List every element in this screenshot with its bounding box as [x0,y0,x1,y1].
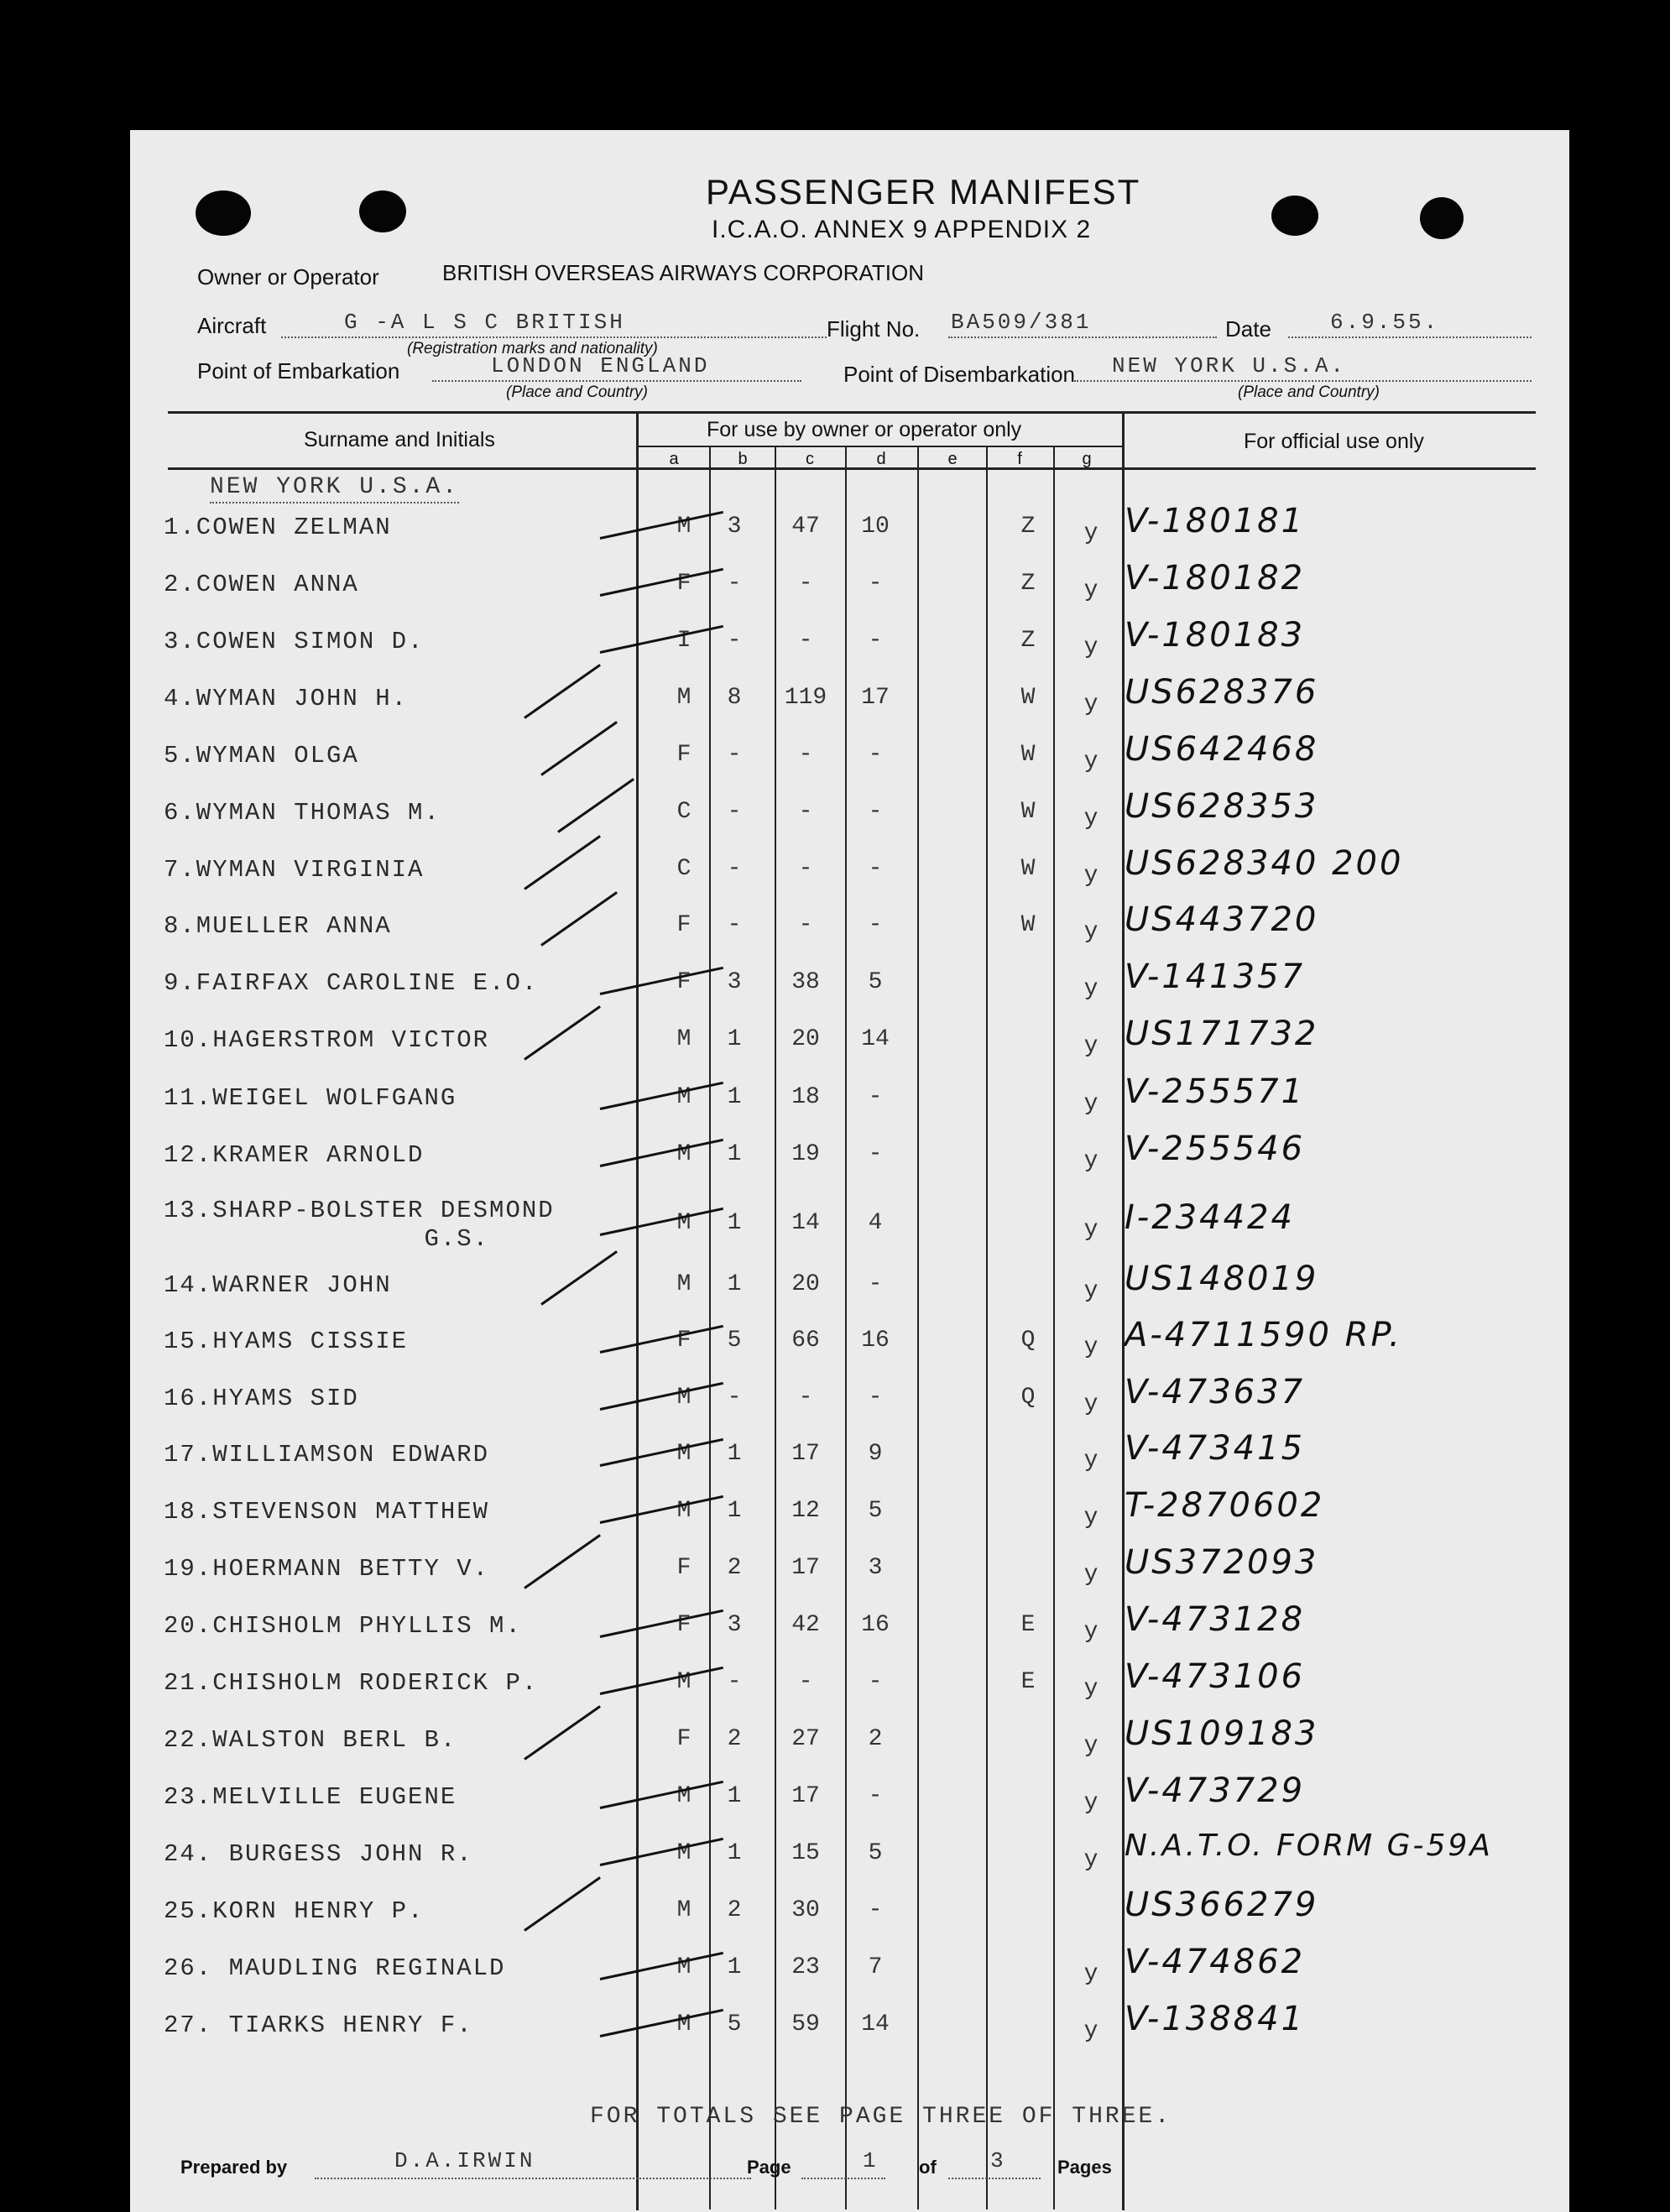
cell-c: 17 [791,1783,820,1809]
cell-d: - [868,1783,883,1809]
cell-b: 1 [727,1840,742,1866]
cell-d: - [868,1271,883,1297]
cell-g: y [1083,976,1099,1002]
cell-a: F [676,571,691,597]
cell-d: 7 [868,1954,883,1980]
cell-c: 19 [791,1141,820,1167]
cell-b: - [727,912,742,938]
cell-c: 38 [791,969,820,995]
cell-g: y [1083,919,1099,945]
cell-a: M [676,1897,691,1923]
cell-d: - [868,912,883,938]
official-number: V-180181 [1125,502,1306,540]
passenger-name: 14.WARNER JOHN [164,1271,392,1299]
passenger-name: 6.WYMAN THOMAS M. [164,799,441,827]
cell-d: 5 [868,1840,883,1866]
cell-a: F [676,969,691,995]
flight-value: BA509/381 [951,310,1092,335]
embarkation-label: Point of Embarkation [197,358,400,383]
cell-f: Q [1020,1385,1036,1411]
embarkation-caption: (Place and Country) [506,383,648,401]
cell-d: 4 [868,1210,883,1236]
cell-b: 1 [727,1441,742,1467]
cell-b: 1 [727,1271,742,1297]
cell-a: M [676,1271,691,1297]
cell-a: F [676,1328,691,1354]
official-number: V-255571 [1125,1072,1306,1111]
passenger-name: 3.COWEN SIMON D. [164,628,425,655]
col-owner-header: For use by owner or operator only [707,418,1022,441]
cell-a: C [676,799,691,825]
cell-c: 20 [791,1026,820,1052]
column-rule [1053,447,1055,2209]
official-number: US443720 [1125,900,1319,939]
passenger-name: 25.KORN HENRY P. [164,1897,425,1925]
cell-g: y [1083,1619,1099,1645]
footer-of-label: of [919,2157,937,2178]
footer-page-label: Page [747,2157,791,2178]
cell-c: 119 [784,685,827,711]
cell-c: - [798,628,813,654]
passenger-name: 16.HYAMS SID [164,1385,359,1412]
official-number: V-474862 [1125,1943,1306,1981]
cell-a: F [676,742,691,768]
passenger-name: 23.MELVILLE EUGENE [164,1783,457,1811]
cell-b: 1 [727,1026,742,1052]
cell-g: y [1083,1961,1099,1987]
cell-c: - [798,856,813,882]
cell-g: y [1083,1391,1099,1417]
cell-g: y [1083,691,1099,717]
col-letter-b: b [738,450,748,468]
cell-g: y [1083,1676,1099,1702]
official-number: US109183 [1125,1714,1319,1753]
cell-a: C [676,856,691,882]
cell-g: y [1083,577,1099,603]
passenger-name: 13.SHARP-BOLSTER DESMOND G.S. [164,1197,555,1253]
cell-d: 14 [861,2011,890,2037]
official-number: A-4711590 RP. [1125,1316,1402,1354]
cell-g: y [1083,520,1099,546]
passenger-name: 22.WALSTON BERL B. [164,1726,457,1754]
cell-f: Z [1020,571,1036,597]
cell-a: M [676,1026,691,1052]
cell-g: y [1083,1217,1099,1243]
cell-a: F [676,1555,691,1581]
owner-value: BRITISH OVERSEAS AIRWAYS CORPORATION [442,260,925,285]
aircraft-dots [281,336,827,338]
cell-b: 1 [727,1084,742,1110]
cell-b: - [727,571,742,597]
cell-b: 8 [727,685,742,711]
check-stroke [524,1876,601,1932]
cell-b: - [727,628,742,654]
cell-b: 1 [727,1498,742,1524]
cell-d: 5 [868,1498,883,1524]
cell-b: - [727,1385,742,1411]
cell-d: - [868,628,883,654]
cell-c: 17 [791,1555,820,1581]
official-number: US148019 [1125,1260,1319,1298]
passenger-name: 20.CHISHOLM PHYLLIS M. [164,1612,522,1640]
cell-b: - [727,799,742,825]
cell-f: Z [1020,514,1036,540]
footer-page-dots [801,2178,885,2179]
check-stroke [524,1705,601,1761]
cell-a: F [676,1726,691,1752]
passenger-name: 10.HAGERSTROM VICTOR [164,1026,490,1054]
cell-g: y [1083,1733,1099,1759]
cell-d: - [868,1084,883,1110]
cell-g: y [1083,1790,1099,1816]
cell-c: 18 [791,1084,820,1110]
cell-c: - [798,799,813,825]
aircraft-value: G -A L S C BRITISH [344,310,625,335]
cell-d: 2 [868,1726,883,1752]
disembarkation-caption: (Place and Country) [1238,383,1380,401]
passenger-name: 4.WYMAN JOHN H. [164,685,409,712]
cell-f: Z [1020,628,1036,654]
cell-a: M [676,685,691,711]
cell-c: - [798,912,813,938]
cell-f: W [1020,912,1036,938]
passenger-name: 5.WYMAN OLGA [164,742,359,770]
cell-b: - [727,742,742,768]
cell-c: 14 [791,1210,820,1236]
col-official-header: For official use only [1244,430,1424,453]
cell-f: E [1020,1669,1036,1695]
date-value: 6.9.55. [1330,310,1440,335]
official-number: US372093 [1125,1543,1319,1582]
cell-c: - [798,571,813,597]
cell-f: W [1020,799,1036,825]
official-number: V-138841 [1125,2000,1306,2038]
official-number: T-2870602 [1125,1486,1325,1525]
passenger-name: 27. TIARKS HENRY F. [164,2011,473,2039]
cell-g: y [1083,1148,1099,1174]
cell-d: 10 [861,514,890,540]
cell-b: 1 [727,1210,742,1236]
cell-a: M [676,514,691,540]
cell-d: 14 [861,1026,890,1052]
official-number: V-255546 [1125,1129,1306,1168]
totals-note: FOR TOTALS SEE PAGE THREE OF THREE. [590,2104,1172,2130]
column-rule [775,447,776,2209]
passenger-name: 2.COWEN ANNA [164,571,359,598]
punch-hole [196,190,251,236]
official-number: US628340 200 [1125,844,1404,883]
cell-a: M [676,1498,691,1524]
cell-f: W [1020,685,1036,711]
check-stroke [540,1250,618,1306]
manifest-sheet [130,130,1569,2212]
embarkation-value: LONDON ENGLAND [491,353,710,378]
cell-d: 16 [861,1612,890,1638]
punch-hole [359,190,406,232]
check-stroke [524,835,601,890]
cell-b: 1 [727,1783,742,1809]
cell-g: y [1083,1847,1099,1873]
cell-b: 5 [727,1328,742,1354]
passenger-name: 1.COWEN ZELMAN [164,514,392,541]
aircraft-label: Aircraft [197,313,267,338]
cell-b: 1 [727,1141,742,1167]
cell-b: - [727,856,742,882]
cell-d: 9 [868,1441,883,1467]
check-stroke [524,1534,601,1589]
official-number: V-141357 [1125,957,1306,996]
check-stroke [524,664,601,719]
cell-b: 2 [727,1897,742,1923]
cell-c: 12 [791,1498,820,1524]
cell-d: - [868,856,883,882]
official-number: I-234424 [1125,1198,1295,1237]
cell-d: 3 [868,1555,883,1581]
aircraft-caption: (Registration marks and nationality) [407,340,658,357]
passenger-name: 26. MAUDLING REGINALD [164,1954,506,1982]
punch-hole [1420,197,1464,239]
footer-page-value: 1 [863,2148,879,2173]
cell-c: 23 [791,1954,820,1980]
col-letter-f: f [1017,450,1022,468]
footer-prepared-value: D.A.IRWIN [394,2148,535,2173]
official-number: V-473128 [1125,1600,1306,1639]
cell-g: y [1083,863,1099,889]
cell-b: 2 [727,1726,742,1752]
table-divider-name [636,411,639,2210]
passenger-name: 19.HOERMANN BETTY V. [164,1555,490,1583]
cell-f: E [1020,1612,1036,1638]
cell-g: y [1083,1448,1099,1474]
cell-b: 1 [727,1954,742,1980]
cell-b: 3 [727,514,742,540]
cell-g: y [1083,749,1099,775]
cell-b: 2 [727,1555,742,1581]
cell-d: - [868,799,883,825]
cell-f: W [1020,742,1036,768]
cell-c: 59 [791,2011,820,2037]
passenger-name: 7.WYMAN VIRGINIA [164,856,425,884]
footer-of-value: 3 [990,2148,1006,2173]
cell-c: 27 [791,1726,820,1752]
passenger-name: 24. BURGESS JOHN R. [164,1840,473,1868]
col-letter-d: d [876,450,886,468]
cell-a: F [676,1612,691,1638]
cell-c: 47 [791,514,820,540]
cell-a: I [676,628,691,654]
cell-d: 16 [861,1328,890,1354]
official-number: V-473637 [1125,1373,1306,1411]
cell-c: 20 [791,1271,820,1297]
col-letter-g: g [1082,450,1092,468]
cell-b: 3 [727,1612,742,1638]
form-title: PASSENGER MANIFEST [706,172,1141,211]
disembarkation-dots [1074,380,1532,382]
cell-g: y [1083,1562,1099,1588]
cell-c: - [798,1669,813,1695]
official-number: US171732 [1125,1015,1319,1053]
cell-d: 5 [868,969,883,995]
column-rule [845,447,847,2209]
cell-d: - [868,742,883,768]
cell-c: 42 [791,1612,820,1638]
check-stroke [540,891,618,947]
cell-f: W [1020,856,1036,882]
cell-g: y [1083,2018,1099,2044]
passenger-name: 18.STEVENSON MATTHEW [164,1498,490,1526]
cell-d: - [868,1141,883,1167]
col-letter-e: e [947,450,958,468]
col-letter-a: a [669,450,679,468]
cell-c: 17 [791,1441,820,1467]
passenger-name: 11.WEIGEL WOLFGANG [164,1084,457,1112]
check-stroke [524,1005,601,1061]
cell-b: 3 [727,969,742,995]
cell-a: M [676,1385,691,1411]
official-number: V-473106 [1125,1657,1306,1696]
cell-g: y [1083,1505,1099,1531]
footer-prepared-label: Prepared by [180,2157,288,2178]
date-dots [1288,336,1532,338]
official-number: V-473729 [1125,1771,1306,1810]
official-number: US366279 [1125,1886,1319,1924]
cell-a: M [676,1954,691,1980]
footer-of-dots [948,2178,1041,2179]
cell-d: 17 [861,685,890,711]
cell-c: 66 [791,1328,820,1354]
cell-d: - [868,1897,883,1923]
cell-c: 30 [791,1897,820,1923]
passenger-name: 9.FAIRFAX CAROLINE E.O. [164,969,539,997]
embarkation-dots [432,380,801,382]
col-letter-c: c [806,450,814,468]
column-rule [917,447,919,2209]
cell-c: - [798,742,813,768]
column-rule [986,447,988,2209]
official-number: US642468 [1125,730,1319,769]
passenger-name: 17.WILLIAMSON EDWARD [164,1441,490,1469]
cell-a: M [676,1084,691,1110]
cell-g: y [1083,634,1099,660]
date-label: Date [1225,316,1271,342]
check-stroke [557,778,634,833]
cell-a: M [676,2011,691,2037]
footer-pages-label: Pages [1057,2157,1112,2178]
table-letter-rule [638,446,1125,447]
passenger-name: 15.HYAMS CISSIE [164,1328,409,1355]
cell-b: - [727,1669,742,1695]
cell-a: M [676,1210,691,1236]
flight-label: Flight No. [827,316,921,342]
official-number: V-473415 [1125,1429,1306,1468]
passenger-name: 8.MUELLER ANNA [164,912,392,940]
cell-g: y [1083,1334,1099,1360]
form-subtitle: I.C.A.O. ANNEX 9 APPENDIX 2 [712,216,1092,243]
cell-a: M [676,1441,691,1467]
flight-dots [948,336,1217,338]
cell-a: M [676,1669,691,1695]
cell-d: - [868,1669,883,1695]
col-name-header: Surname and Initials [304,428,495,451]
owner-label: Owner or Operator [197,264,379,290]
passenger-name: 12.KRAMER ARNOLD [164,1141,425,1169]
cell-g: y [1083,1091,1099,1117]
official-number: US628376 [1125,673,1319,712]
cell-b: 5 [727,2011,742,2037]
table-header-rule [168,467,1536,470]
official-number: V-180183 [1125,616,1306,655]
cell-a: F [676,912,691,938]
cell-a: M [676,1783,691,1809]
passenger-name: 21.CHISHOLM RODERICK P. [164,1669,539,1697]
footer-prepared-dots [315,2178,751,2179]
cell-g: y [1083,806,1099,832]
cell-c: 15 [791,1840,820,1866]
table-top-rule [168,411,1536,414]
disembarkation-label: Point of Disembarkation [843,362,1076,387]
punch-hole [1271,196,1318,236]
cell-c: - [798,1385,813,1411]
cell-d: - [868,571,883,597]
official-number: N.A.T.O. FORM G-59A [1125,1829,1493,1863]
cell-d: - [868,1385,883,1411]
disembarkation-value: NEW YORK U.S.A. [1112,353,1347,378]
cell-g: y [1083,1033,1099,1059]
cell-a: M [676,1141,691,1167]
official-number: V-180182 [1125,559,1306,597]
section-label: NEW YORK U.S.A. [210,474,459,503]
official-number: US628353 [1125,787,1319,826]
cell-g: y [1083,1278,1099,1304]
cell-a: M [676,1840,691,1866]
cell-f: Q [1020,1328,1036,1354]
check-stroke [540,721,618,776]
